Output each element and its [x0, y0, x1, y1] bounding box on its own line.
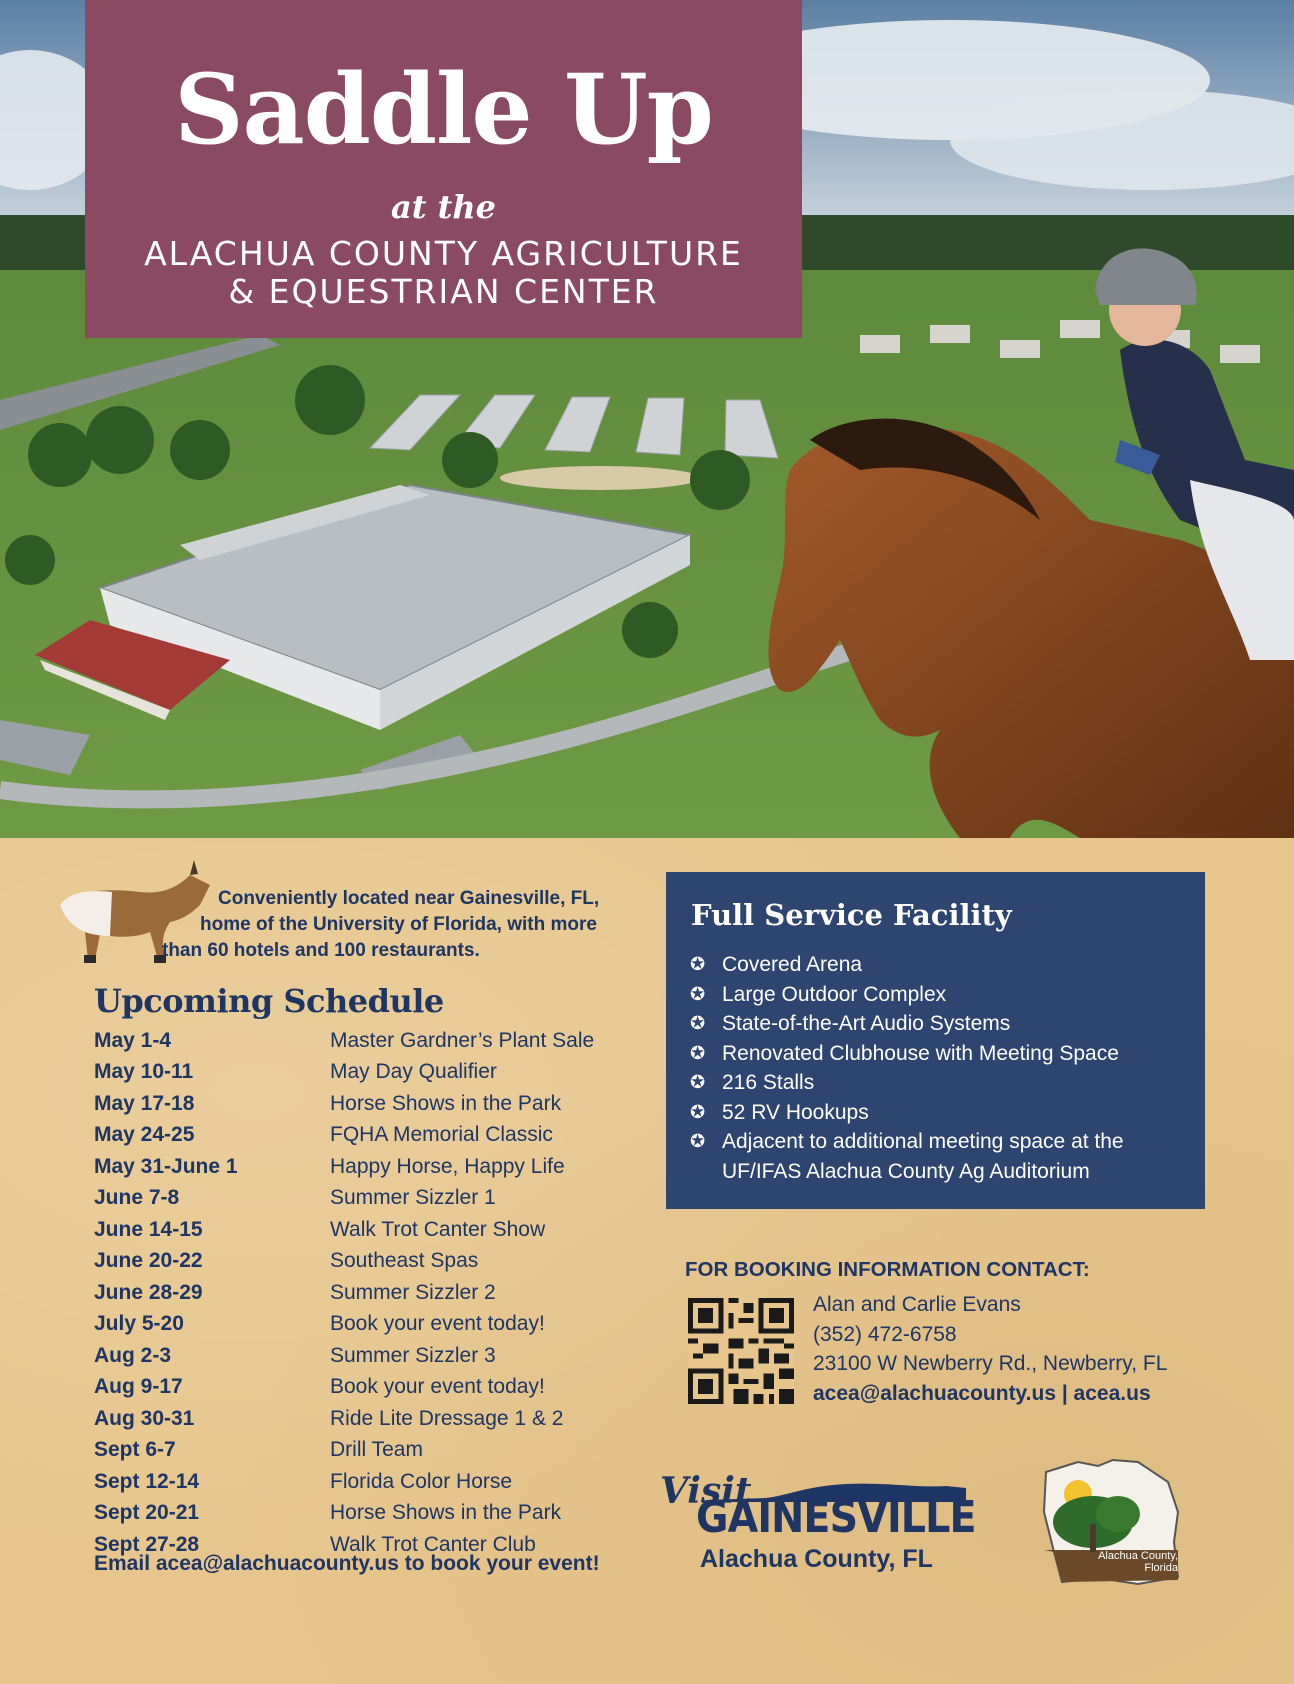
facility-feature-label: State-of-the-Art Audio Systems [722, 1012, 1011, 1035]
schedule-date: Aug 30-31 [94, 1406, 195, 1430]
visit-city: GAINESVILLE [696, 1492, 976, 1543]
schedule-row [94, 1151, 654, 1183]
schedule-date: Sept 20-21 [94, 1501, 200, 1525]
schedule-event: Summer Sizzler 3 [330, 1343, 496, 1367]
schedule-event: Happy Horse, Happy Life [330, 1154, 565, 1178]
schedule-event: Master Gardner’s Plant Sale [330, 1028, 595, 1052]
schedule-email-cta: Email acea@alachuacounty.us to book your event! [94, 1552, 600, 1575]
schedule-event: Walk Trot Canter Show [330, 1217, 546, 1241]
schedule-date: May 17-18 [94, 1091, 195, 1115]
facility-feature-list [690, 950, 1195, 1186]
intro-line: Conveniently located near Gainesville, FL, [218, 888, 600, 909]
schedule-date: July 5-20 [94, 1312, 184, 1336]
star-bullet-icon: ✪ [690, 954, 706, 974]
facility-feature-label: Large Outdoor Complex [722, 982, 947, 1006]
schedule-row [94, 1403, 654, 1435]
contact-address: 23100 W Newberry Rd., Newberry, FL [813, 1352, 1168, 1375]
schedule-event: Summer Sizzler 1 [330, 1186, 496, 1210]
visit-gainesville-logo [660, 1470, 976, 1580]
facility-title: Full Service Facility [691, 898, 1012, 932]
star-bullet-icon: ✪ [690, 1101, 706, 1122]
booking-label: FOR BOOKING INFORMATION CONTACT: [685, 1258, 1090, 1281]
facility-feature-label: 52 RV Hookups [722, 1100, 869, 1124]
star-bullet-icon: ✪ [690, 1013, 706, 1033]
schedule-row [94, 1057, 654, 1089]
schedule-date: May 1-4 [94, 1028, 172, 1052]
visit-county: Alachua County, FL [700, 1545, 933, 1573]
schedule-event: Ride Lite Dressage 1 & 2 [330, 1406, 564, 1430]
schedule-date: Aug 2-3 [94, 1343, 172, 1367]
schedule-event: May Day Qualifier [330, 1060, 497, 1084]
schedule-title: Upcoming Schedule [94, 982, 444, 1020]
schedule-row [94, 1183, 654, 1215]
schedule-row [94, 1246, 654, 1278]
contact-email-web[interactable]: acea@alachuacounty.us | acea.us [813, 1381, 1151, 1405]
facility-feature [690, 1039, 1195, 1069]
schedule-date: May 31-June 1 [94, 1154, 238, 1178]
visit-script: Visit [660, 1470, 752, 1512]
schedule-row [94, 1498, 654, 1530]
schedule-event: Walk Trot Canter Club [330, 1532, 536, 1556]
schedule-event: Southeast Spas [330, 1249, 479, 1273]
schedule-date: Aug 9-17 [94, 1375, 183, 1399]
county-logo-text [1078, 1550, 1178, 1574]
schedule-event: Summer Sizzler 2 [330, 1280, 496, 1304]
schedule-event: Drill Team [330, 1438, 423, 1462]
schedule-event: Book your event today! [330, 1312, 545, 1336]
schedule-event: Florida Color Horse [330, 1469, 513, 1493]
schedule-date: June 7-8 [94, 1186, 180, 1210]
intro-line: than 60 hotels and 100 restaurants. [162, 940, 480, 961]
schedule-row [94, 1088, 654, 1120]
schedule-row [94, 1025, 654, 1057]
title-main: Saddle Up [174, 53, 713, 166]
schedule-event: Book your event today! [330, 1375, 545, 1399]
schedule-date: June 14-15 [94, 1217, 203, 1241]
intro-line: home of the University of Florida, with more [200, 914, 597, 935]
facility-box [666, 872, 1205, 1209]
star-bullet-icon: ✪ [690, 1042, 706, 1063]
star-bullet-icon: ✪ [690, 983, 706, 1004]
schedule-date: June 20-22 [94, 1249, 203, 1273]
facility-feature [690, 950, 1195, 980]
star-bullet-icon: ✪ [690, 1131, 706, 1151]
contact-name: Alan and Carlie Evans [813, 1293, 1021, 1316]
facility-feature-label: 216 Stalls [722, 1071, 815, 1094]
title-at: at the [390, 188, 497, 226]
qr-code-icon[interactable] [688, 1298, 794, 1404]
alachua-county-logo [1038, 1452, 1186, 1592]
schedule-date: Sept 27-28 [94, 1532, 200, 1556]
schedule-row [94, 1277, 654, 1309]
facility-feature-label: Adjacent to additional meeting space at the UF/IFAS Alachua County Ag Auditorium [722, 1130, 1124, 1183]
facility-feature [690, 1127, 1195, 1186]
schedule-event: Horse Shows in the Park [330, 1091, 562, 1115]
facility-feature [690, 1068, 1195, 1098]
schedule-date: Sept 6-7 [94, 1438, 176, 1462]
facility-feature [690, 1098, 1195, 1128]
star-bullet-icon: ✪ [690, 1072, 706, 1092]
title-subtitle-line1: ALACHUA COUNTY AGRICULTURE [144, 234, 743, 273]
county-logo-line2: Florida [1144, 1562, 1178, 1574]
schedule-row [94, 1435, 654, 1467]
schedule-date: May 10-11 [94, 1060, 194, 1084]
facility-feature-label: Covered Arena [722, 953, 863, 976]
contact-info [813, 1290, 1167, 1408]
schedule-event: FQHA Memorial Classic [330, 1123, 553, 1147]
title-banner [85, 0, 802, 338]
schedule-event: Horse Shows in the Park [330, 1501, 562, 1525]
schedule-date: June 28-29 [94, 1280, 203, 1304]
schedule-date: Sept 12-14 [94, 1469, 200, 1493]
county-logo-line1: Alachua County, [1098, 1550, 1178, 1562]
facility-feature [690, 1009, 1195, 1039]
schedule-row [94, 1340, 654, 1372]
schedule-row [94, 1120, 654, 1152]
schedule-row [94, 1214, 654, 1246]
title-subtitle-line2: & EQUESTRIAN CENTER [228, 272, 659, 311]
schedule-list [94, 1025, 654, 1561]
facility-feature [690, 980, 1195, 1010]
schedule-row [94, 1466, 654, 1498]
intro-text [150, 886, 640, 964]
schedule-row [94, 1309, 654, 1341]
schedule-date: May 24-25 [94, 1123, 195, 1147]
schedule-row [94, 1372, 654, 1404]
facility-feature-label: Renovated Clubhouse with Meeting Space [722, 1041, 1119, 1065]
contact-phone[interactable]: (352) 472-6758 [813, 1322, 957, 1346]
